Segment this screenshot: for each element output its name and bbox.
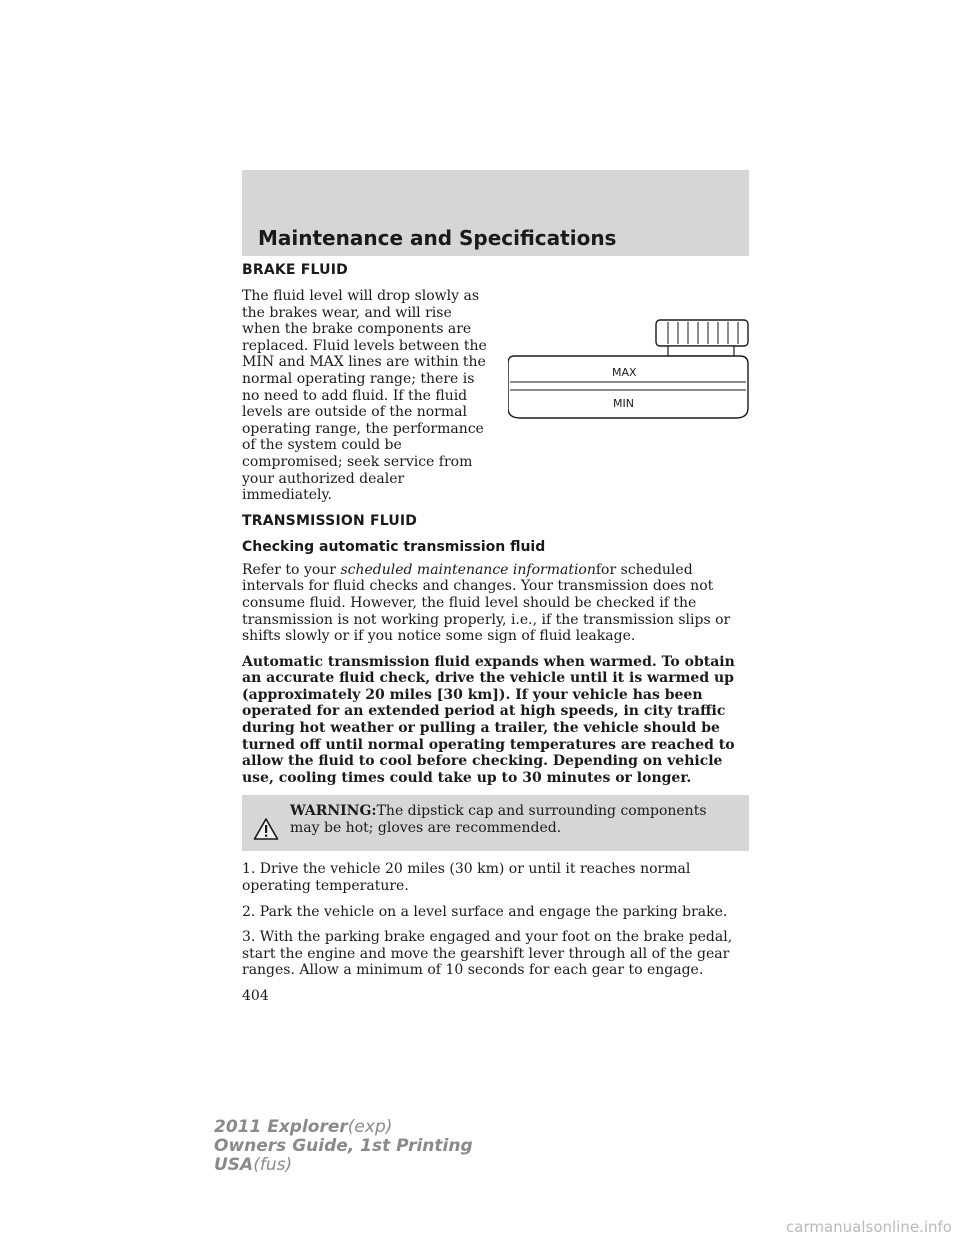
section-title: Maintenance and Specifications bbox=[258, 226, 617, 250]
page-number: 404 bbox=[242, 988, 269, 1004]
footer-line-3 bbox=[214, 1156, 473, 1175]
watermark: carmanualsonline.info bbox=[786, 1218, 952, 1236]
footer-model-code: (exp) bbox=[347, 1117, 393, 1137]
warning-label: WARNING: bbox=[290, 803, 377, 820]
para1-prefix: Refer to your bbox=[242, 561, 341, 578]
brake-fluid-paragraph: The fluid level will drop slowly as the brakes wear, and will rise when the brake components are replaced. Fluid levels between the MIN and MAX lines are within the normal operating range; there is no need to add fluid. If the fluid levels are outside of the normal operating range, the performance of the system could be compromised; seek service from your authorized dealer immediately. bbox=[242, 288, 487, 504]
checking-atf-subheading: Checking automatic transmission fluid bbox=[242, 538, 546, 555]
footer-line-1 bbox=[214, 1118, 473, 1137]
footer-line-2: Owners Guide, 1st Printing bbox=[214, 1136, 473, 1156]
para1-suffix: for scheduled intervals for fluid checks and changes. Your transmission does not consume fluid. However, the fluid level should be checked if the transmission is not working properly, i.e., if the transmission slips or shifts slowly or if you notice some sign of fluid leakage. bbox=[242, 561, 731, 645]
brake-fluid-reservoir-figure bbox=[508, 312, 758, 432]
scheduled-maintenance-reference: scheduled maintenance information bbox=[340, 561, 596, 578]
reservoir-cap bbox=[656, 320, 748, 356]
footer-market-code: (fus) bbox=[253, 1155, 293, 1175]
warning-icon-wrap bbox=[242, 803, 290, 841]
step-1: 1. Drive the vehicle 20 miles (30 km) or until it reaches normal operating temperature. bbox=[242, 861, 691, 895]
warning-text bbox=[290, 803, 749, 841]
transmission-paragraph-1 bbox=[242, 562, 754, 645]
footer-market: USA bbox=[214, 1155, 254, 1175]
warning-triangle-icon bbox=[253, 817, 279, 841]
section-header-band bbox=[242, 170, 749, 256]
footer-model: 2011 Explorer bbox=[214, 1117, 348, 1137]
transmission-bold-paragraph: Automatic transmission fluid expands when warmed. To obtain an accurate fluid check, drive the vehicle until it is warmed up (approximately 20 miles [30 km]). If your vehicle has been operated for an extended period at high speeds, in city traffic during hot weather or pulling a trailer, the vehicle should be turned off until normal operating temperatures are reached to allow the fluid to cool before checking. Depending on vehicle use, cooling times could take up to 30 minutes or longer. bbox=[242, 653, 735, 786]
warning-box bbox=[242, 795, 749, 851]
step-2: 2. Park the vehicle on a level surface and engage the parking brake. bbox=[242, 903, 728, 920]
min-label: MIN bbox=[613, 397, 634, 410]
warning-message: The dipstick cap and surrounding components may be hot; gloves are recommended. bbox=[290, 803, 707, 837]
max-label: MAX bbox=[612, 366, 637, 379]
step-3: 3. With the parking brake engaged and your foot on the brake pedal, start the engine and move the gearshift lever through all of the gear ranges. Allow a minimum of 10 seconds for each gear to engage. bbox=[242, 929, 733, 979]
document-footer bbox=[214, 1118, 473, 1175]
page-content bbox=[242, 262, 754, 1004]
transmission-fluid-heading: TRANSMISSION FLUID bbox=[242, 512, 418, 529]
brake-fluid-heading: BRAKE FLUID bbox=[242, 262, 348, 278]
